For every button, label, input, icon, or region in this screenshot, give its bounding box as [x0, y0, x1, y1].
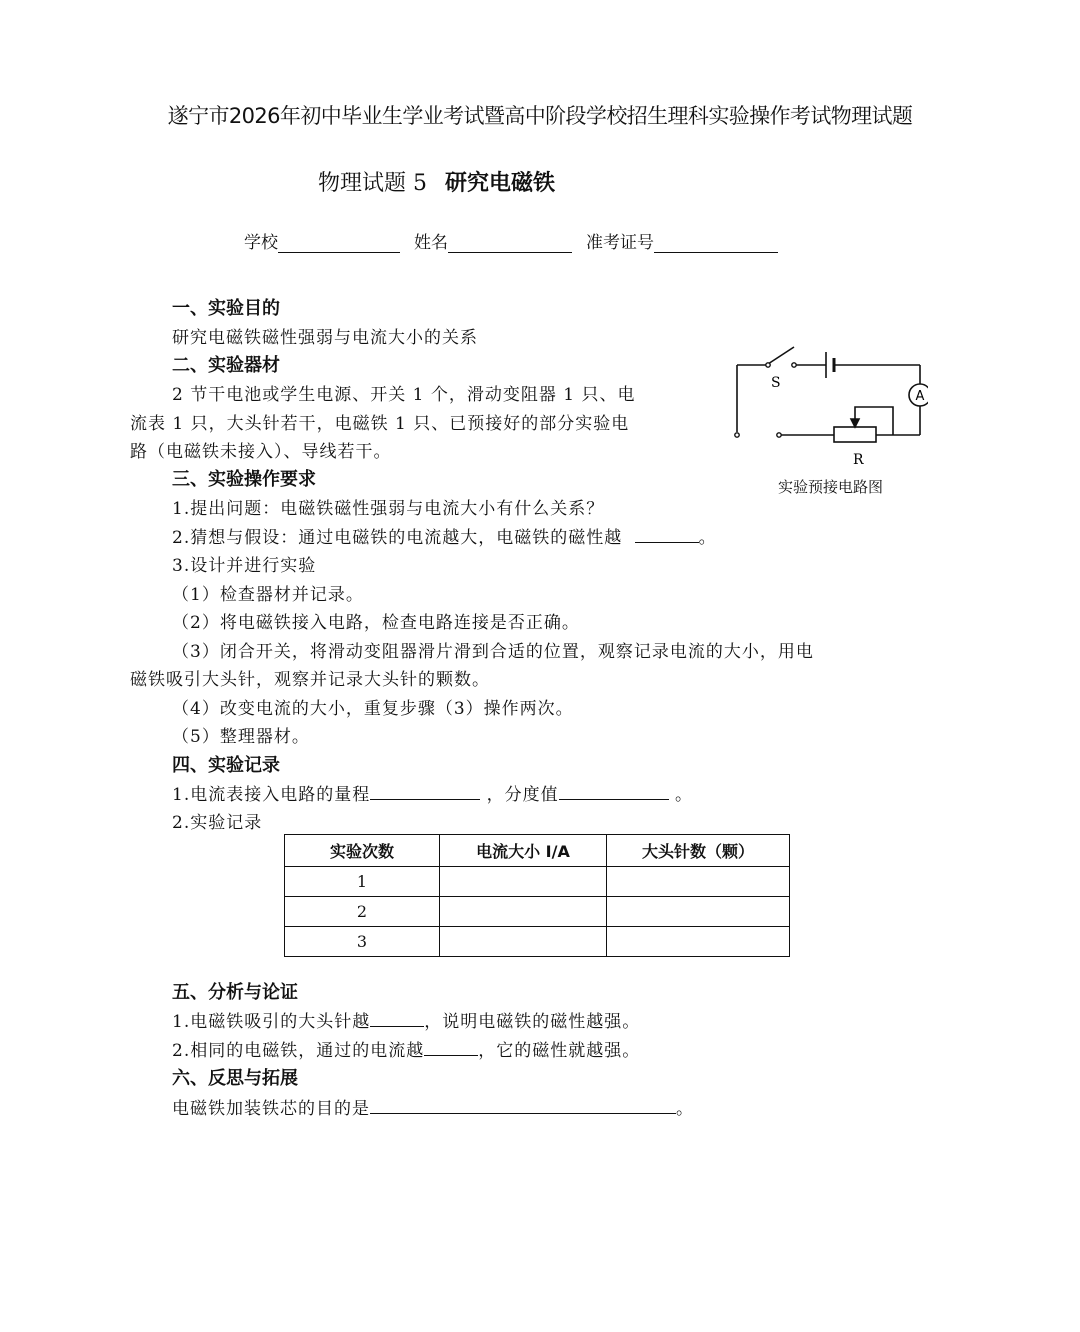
name-blank[interactable]	[448, 234, 572, 253]
materials-line-2: 流表 1 只，大头针若干，电磁铁 1 只、已预接好的部分实验电	[130, 414, 630, 434]
switch-blade	[768, 347, 794, 364]
pins-cell[interactable]	[607, 867, 790, 897]
reflection	[172, 1094, 694, 1119]
col-current: 电流大小 I/A	[440, 835, 607, 867]
range-label: 1.电流表接入电路的量程	[172, 785, 371, 805]
rheostat-body	[834, 427, 876, 442]
record-2: 2.实验记录	[172, 813, 263, 833]
reflection-blank[interactable]	[370, 1097, 676, 1114]
page-title: 遂宁市2026年初中毕业生学业考试暨高中阶段学校招生理科实验操作考试物理试题	[167, 104, 913, 128]
current-cell[interactable]	[440, 867, 607, 897]
record-table	[284, 834, 790, 957]
materials-line-1: 2 节干电池或学生电源、开关 1 个，滑动变阻器 1 只、电	[172, 385, 636, 405]
school-blank[interactable]	[278, 234, 400, 253]
analysis-1	[172, 1007, 640, 1032]
open-terminal-right	[777, 433, 781, 437]
materials-line-3: 路（电磁铁未接入）、导线若干。	[130, 442, 392, 462]
slider-wire	[855, 407, 893, 435]
current-cell[interactable]	[440, 927, 607, 957]
section-6-heading: 六、反思与拓展	[172, 1068, 298, 1089]
range-blank[interactable]	[370, 783, 480, 800]
switch-contact-left	[766, 363, 770, 367]
section-4-heading: 四、实验记录	[172, 755, 280, 776]
hypothesis-blank[interactable]	[635, 526, 699, 543]
analysis-2-blank[interactable]	[424, 1039, 478, 1056]
exam-number-field	[586, 228, 778, 253]
section-1-heading: 一、实验目的	[172, 298, 280, 319]
pins-cell[interactable]	[607, 927, 790, 957]
reflection-end: 。	[676, 1099, 694, 1119]
section-1-text: 研究电磁铁磁性强弱与电流大小的关系	[172, 328, 478, 348]
analysis-2-end: ，它的磁性就越强。	[478, 1041, 641, 1061]
table-row	[285, 867, 790, 897]
analysis-1-blank[interactable]	[370, 1010, 424, 1027]
step-3-line-2: 磁铁吸引大头针，观察并记录大头针的颗数。	[130, 670, 490, 690]
question-1: 1.提出问题：电磁铁磁性强弱与电流大小有什么关系？	[172, 499, 605, 519]
section-2-heading: 二、实验器材	[172, 355, 280, 376]
circuit-diagram	[728, 340, 928, 470]
step-1: （1）检查器材并记录。	[172, 585, 364, 605]
reflection-text: 电磁铁加装铁芯的目的是	[172, 1099, 370, 1119]
trial-number: 2	[285, 897, 440, 927]
question-2	[172, 523, 717, 548]
question-3: 3.设计并进行实验	[172, 556, 317, 576]
analysis-1-end: ，说明电磁铁的磁性越强。	[424, 1012, 641, 1032]
ammeter-label: A	[915, 389, 925, 404]
trial-number: 1	[285, 867, 440, 897]
division-label: ，分度值	[486, 785, 559, 805]
section-3-heading: 三、实验操作要求	[172, 469, 316, 490]
trial-number: 3	[285, 927, 440, 957]
step-5: （5）整理器材。	[172, 727, 310, 747]
exam-number-blank[interactable]	[654, 234, 778, 253]
open-terminal-left	[735, 433, 739, 437]
section-5-heading: 五、分析与论证	[172, 982, 298, 1003]
table-row	[285, 927, 790, 957]
question-2-text: 2.猜想与假设：通过电磁铁的电流越大，电磁铁的磁性越	[172, 528, 623, 548]
step-2: （2）将电磁铁接入电路，检查电路连接是否正确。	[172, 613, 580, 633]
analysis-2	[172, 1036, 640, 1061]
slider-arrow	[851, 419, 859, 427]
rheostat-label: R	[853, 452, 864, 468]
experiment-number: 物理试题 5	[318, 171, 427, 196]
step-4: （4）改变电流的大小，重复步骤（3）操作两次。	[172, 699, 574, 719]
name-label: 姓名	[414, 233, 448, 253]
col-pins: 大头针数（颗）	[607, 835, 790, 867]
pins-cell[interactable]	[607, 897, 790, 927]
analysis-1-text: 1.电磁铁吸引的大头针越	[172, 1012, 371, 1032]
step-3-line-1: （3）闭合开关，将滑动变阻器滑片滑到合适的位置，观察记录电流的大小，用电	[172, 642, 814, 662]
current-cell[interactable]	[440, 897, 607, 927]
record-1	[172, 780, 693, 805]
table-header-row	[285, 835, 790, 867]
question-2-end: 。	[698, 528, 717, 548]
table-row	[285, 897, 790, 927]
analysis-2-text: 2.相同的电磁铁，通过的电流越	[172, 1041, 425, 1061]
switch-contact-right	[792, 363, 796, 367]
circuit-caption: 实验预接电路图	[778, 478, 884, 496]
switch-label: S	[771, 375, 781, 391]
school-label: 学校	[244, 233, 278, 253]
division-blank[interactable]	[559, 783, 669, 800]
school-field	[244, 228, 400, 253]
exam-number-label: 准考证号	[586, 233, 654, 253]
experiment-topic: 研究电磁铁	[445, 171, 556, 196]
name-field	[414, 228, 572, 253]
col-trial: 实验次数	[285, 835, 440, 867]
experiment-title	[318, 166, 555, 197]
record-1-end: 。	[675, 785, 694, 805]
